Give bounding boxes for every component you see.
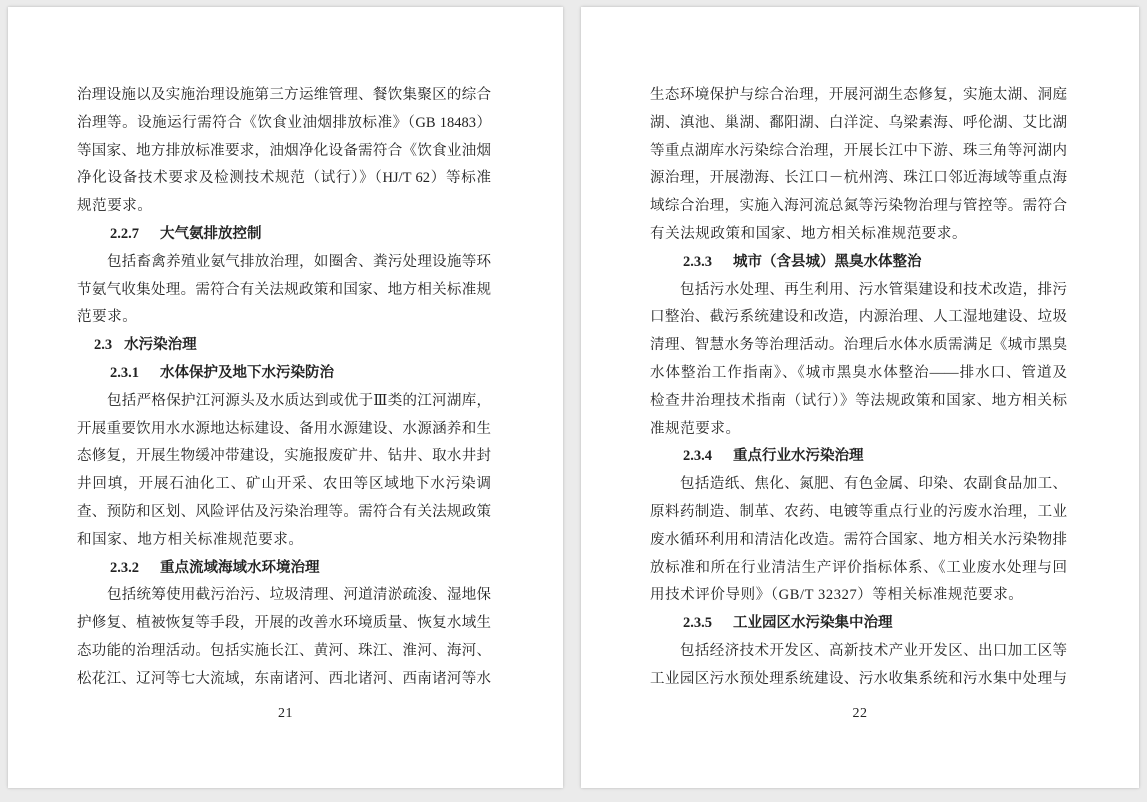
heading-number: 2.3.3: [683, 253, 712, 270]
text-line: 放标准和所在行业清洁生产评价指标体系、《工业废水处理与回: [650, 559, 1067, 576]
text-line: 包括污水处理、再生利用、污水管渠建设和技术改造，排污: [680, 281, 1067, 298]
text-line: 用技术评价导则》（GB/T 32327）等相关标准规范要求。: [650, 587, 1024, 604]
heading-number: 2.3: [94, 337, 113, 354]
section-heading: [650, 249, 1067, 277]
text-line: 有关法规政策和国家、地方相关标准规范要求。: [650, 225, 968, 242]
text-line: 治理设施以及实施治理设施第三方运维管理、餐饮集聚区的综合: [77, 87, 491, 103]
text-line: 包括畜禽养殖业氨气排放治理，如圈舍、粪污处理设施等环: [107, 253, 491, 270]
heading-number: 2.3.5: [683, 615, 712, 632]
text-line: 查、预防和区划、风险评估及污染治理等。需符合有关法规政策: [77, 503, 491, 520]
page-number: 21: [278, 706, 293, 721]
text-line: 开展重要饮用水水源地达标建设、备用水源建设、水源涵养和生: [77, 420, 491, 437]
page-22[interactable]: [581, 7, 1139, 788]
heading-title: 城市（含县城）黑臭水体整治: [733, 253, 922, 270]
heading-title: 重点行业水污染治理: [733, 448, 864, 465]
text-line: 等国家、地方排放标准要求，油烟净化设备需符合《饮食业油烟: [77, 142, 491, 159]
heading-number: 2.3.1: [110, 364, 139, 381]
section-heading: [77, 332, 491, 360]
text-line: 节氨气收集处理。需符合有关法规政策和国家、地方相关标准规: [77, 281, 491, 298]
text-line: 原料药制造、制革、农药、电镀等重点行业的污废水治理，工业: [650, 503, 1067, 520]
text-line: 治理等。设施运行需符合《饮食业油烟排放标准》（GB 18483）: [77, 114, 491, 131]
heading-number: 2.3.4: [683, 448, 712, 465]
text-line: 域综合治理，实施入海河流总氮等污染物治理与管控等。需符合: [650, 198, 1067, 215]
text-line: 态修复，开展生物缓冲带建设，实施报废矿井、钻井、取水井封: [77, 448, 491, 465]
text-line: 湖、滇池、巢湖、鄱阳湖、白洋淀、乌梁素海、呼伦湖、艾比湖: [650, 114, 1067, 131]
text-line: 清理、智慧水务等治理活动。治理后水体水质需满足《城市黑臭: [650, 337, 1067, 354]
section-heading: [650, 443, 1067, 471]
section-heading: [650, 610, 1067, 638]
text-line: 范要求。: [77, 309, 138, 326]
heading-title: 重点流域海域水环境治理: [160, 559, 320, 576]
text-line: 净化设备技术要求及检测技术规范（试行）》（HJ/T 62）等标准: [77, 170, 491, 187]
text-line: 等重点湖库水污染综合治理，开展长江中下游、珠三角等河湖内: [650, 142, 1067, 159]
heading-title: 大气氨排放控制: [160, 225, 262, 242]
heading-title: 水体保护及地下水污染防治: [160, 364, 334, 381]
section-heading: [77, 555, 491, 583]
text-line: 生态环境保护与综合治理，开展河湖生态修复，实施太湖、洞庭: [650, 87, 1067, 103]
heading-title: 工业园区水污染集中治理: [733, 615, 893, 632]
text-line: 包括经济技术开发区、高新技术产业开发区、出口加工区等: [680, 642, 1067, 659]
text-line: 工业园区污水预处理系统建设、污水收集系统和污水集中处理与: [650, 670, 1067, 687]
text-line: 口整治、截污系统建设和改造，内源治理、人工湿地建设、垃圾: [650, 309, 1067, 326]
text-line: 规范要求。: [77, 198, 153, 215]
text-line: 准规范要求。: [650, 420, 741, 437]
text-line: 水体整治工作指南》、《城市黑臭水体整治——排水口、管道及: [650, 364, 1067, 381]
page-22-text-area: [650, 82, 1067, 694]
text-line: 包括造纸、焦化、氮肥、有色金属、印染、农副食品加工、: [680, 476, 1067, 493]
heading-number: 2.2.7: [110, 225, 139, 242]
text-line: 和国家、地方相关标准规范要求。: [77, 531, 304, 548]
section-heading: [77, 360, 491, 388]
page-number: 22: [852, 706, 868, 721]
text-line: 包括统筹使用截污治污、垃圾清理、河道清淤疏浚、湿地保: [107, 587, 491, 604]
heading-title: 水污染治理: [124, 337, 197, 354]
text-line: 检查井治理技术指南（试行）》等法规政策和国家、地方相关标: [650, 392, 1067, 409]
text-line: 源治理，开展渤海、长江口－杭州湾、珠江口邻近海域等重点海: [650, 170, 1067, 187]
text-line: 态功能的治理活动。包括实施长江、黄河、珠江、淮河、海河、: [77, 642, 491, 659]
page-21[interactable]: [8, 7, 563, 788]
text-line: 松花江、辽河等七大流域，东南诸河、西北诸河、西南诸河等水: [77, 670, 491, 687]
heading-number: 2.3.2: [110, 559, 139, 576]
text-line: 废水循环利用和清洁化改造。需符合国家、地方相关水污染物排: [650, 531, 1067, 548]
text-line: 井回填，开展石油化工、矿山开采、农田等区域地下水污染调: [77, 476, 491, 493]
section-heading: [77, 221, 491, 249]
page-21-text-area: [77, 82, 491, 694]
text-line: 包括严格保护江河源头及水质达到或优于Ⅲ类的江河湖库，: [107, 392, 491, 409]
text-line: 护修复、植被恢复等手段，开展的改善水环境质量、恢复水域生: [77, 615, 491, 632]
